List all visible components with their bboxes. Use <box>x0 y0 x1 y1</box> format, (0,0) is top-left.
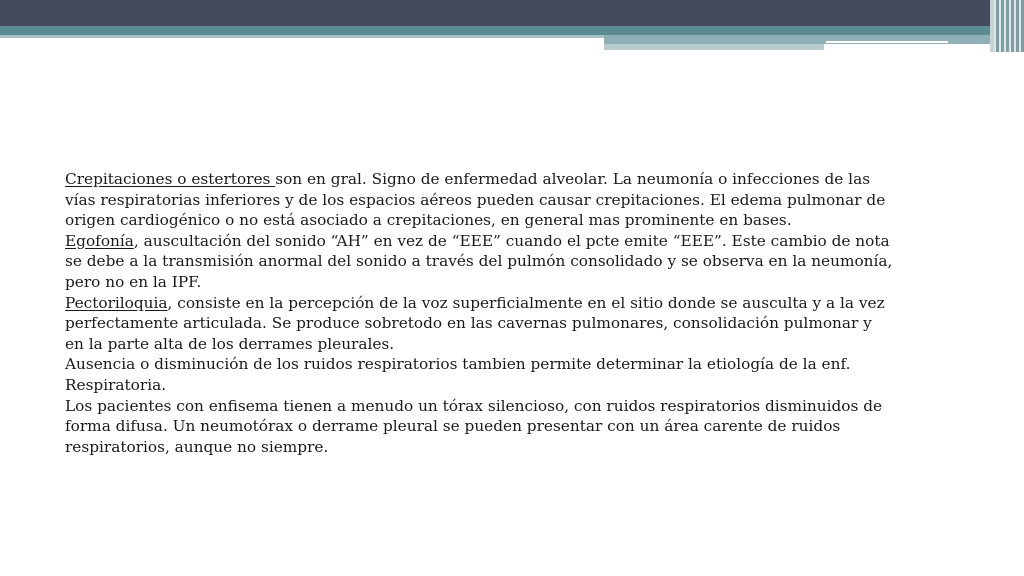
paragraph-pectoriloquia-text: , consiste en la percepción de la voz superficialmente en el sitio donde se ausculta y a la vez perfectamente articulada. Se produce sobretodo en las cavernas pulmonares, consolidación pulmonar y en la parte alta de los derrames pleurales. <box>65 293 885 353</box>
header-bar-light-right-lower <box>604 44 824 50</box>
header-bar-teal <box>0 26 1024 35</box>
term-egofonia: Egofonía <box>65 231 134 250</box>
header-stripes <box>994 0 1024 52</box>
paragraph-enfisema <box>65 396 895 458</box>
header-bar-light-right <box>604 35 1024 44</box>
paragraph-egofonia-text: , auscultación del sonido “AH” en vez de “EEE” cuando el pcte emite “EEE”. Este cambio de nota se debe a la transmisión anormal del sonido a través del pulmón consolidado y se observa en la neumonía, pero no en la IPF. <box>65 231 893 291</box>
paragraph-egofonia <box>65 231 895 293</box>
paragraph-ausencia <box>65 354 895 395</box>
paragraph-crepitaciones <box>65 169 895 231</box>
header-accent-line <box>826 41 948 43</box>
header-bar-light-left <box>0 35 604 38</box>
term-crepitaciones: Crepitaciones o estertores <box>65 170 276 188</box>
paragraph-ausencia-text: Ausencia o disminución de los ruidos respiratorios tambien permite determinar la etiología de la enf. Respiratoria. <box>65 355 851 394</box>
term-pectoriloquia: Pectoriloquia <box>65 293 168 312</box>
slide-body-text <box>65 169 895 457</box>
header-bar-dark <box>0 0 1024 26</box>
paragraph-enfisema-text: Los pacientes con enfisema tienen a menudo un tórax silencioso, con ruidos respiratorios disminuidos de forma difusa. Un neumotórax o derrame pleural se pueden presentar con un área carente de ruidos respiratorios, aunque no siempre. <box>65 396 883 456</box>
paragraph-pectoriloquia <box>65 293 895 355</box>
paragraph-crepitaciones-text: son en gral. Signo de enfermedad alveolar. La neumonía o infecciones de las vías respiratorias inferiores y de los espacios aéreos pueden causar crepitaciones. El edema pulmonar de origen cardiogénico o no está asociado a crepitaciones, en general mas prominente en bases. <box>65 170 886 230</box>
